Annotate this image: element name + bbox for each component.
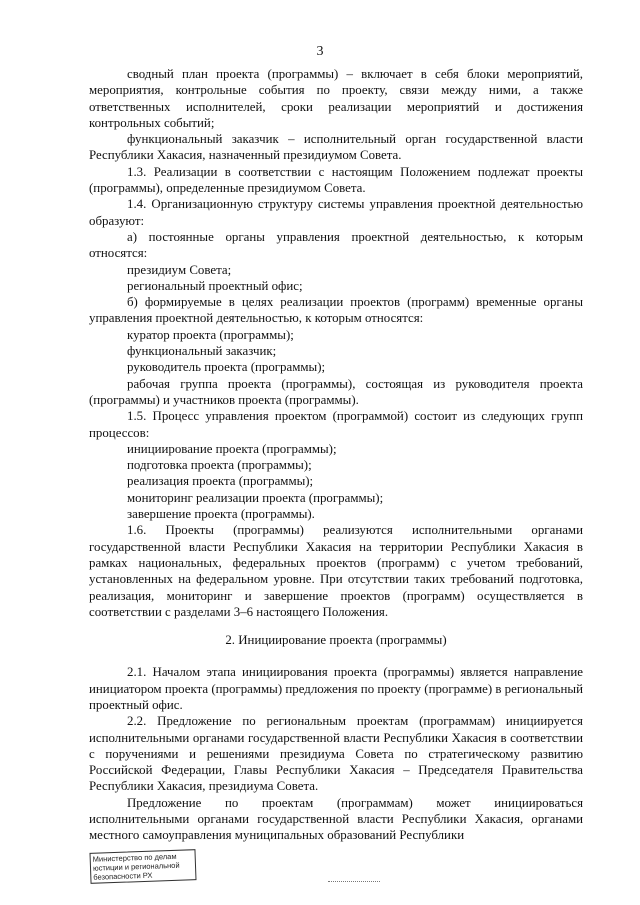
- paragraph: а) постоянные органы управления проектной деятельностью, к которым относятся:: [89, 229, 583, 261]
- list-item: реализация проекта (программы);: [127, 474, 314, 489]
- signature-mark: [328, 881, 380, 882]
- page-number: 3: [316, 44, 324, 59]
- document-body: [89, 66, 583, 844]
- paragraph: 2.2. Предложение по региональным проектам (программам) инициируется исполнительными органами государственной власти Республики Хакасия в соответствии с поручениями и решениями президиума Совета по стратегическому развитию Российской Федерации, Главы Республики Хакасия – Председателя Правительства Республики Хакасия, президиума Совета.: [89, 714, 583, 794]
- stamp-line: безопасности РХ: [93, 870, 153, 882]
- paragraph: 2.1. Началом этапа инициирования проекта (программы) является направление инициатором проекта (программы) предложения по проекту (программе) в региональный проектный офис.: [89, 665, 583, 712]
- paragraph: Предложение по проектам (программам) может инициироваться исполнительными органами государственной власти Республики Хакасия, органами местного самоуправления муниципальных образований Республики: [89, 795, 583, 843]
- paragraph: 1.3. Реализации в соответствии с настоящим Положением подлежат проекты (программы), определенные президиумом Совета.: [89, 164, 583, 196]
- paragraph: сводный план проекта (программы) – включает в себя блоки мероприятий, мероприятия, контрольные события по проекту, связи между ними, а также ответственных исполнителей, сроки реализации мероприятий и достижения контрольных событий;: [89, 67, 583, 130]
- list-item: руководитель проекта (программы);: [127, 360, 326, 375]
- paragraph: 1.5. Процесс управления проектом (программой) состоит из следующих групп процессов:: [89, 409, 583, 440]
- paragraph: 1.6. Проекты (программы) реализуются исполнительными органами государственной власти Республики Хакасия на территории Республики Хакасия в рамках национальных, федеральных проектов (программ) с учетом требований, установленных на федеральном уровне. При отсутствии таких требований подготовка, реализация, мониторинг и завершение проектов (программ) осуществляется в соответствии с разделами 3–6 настоящего Положения.: [89, 523, 583, 619]
- list-item: рабочая группа проекта (программы), состоящая из руководителя проекта (программы) и участников проекта (программы).: [89, 376, 583, 407]
- section-heading: 2. Инициирование проекта (программы): [225, 633, 447, 648]
- paragraph: функциональный заказчик – исполнительный орган государственной власти Республики Хакасия, назначенный президиумом Совета.: [89, 132, 583, 163]
- ministry-stamp: [89, 849, 196, 884]
- list-item: президиум Совета;: [127, 262, 232, 277]
- list-item: куратор проекта (программы);: [127, 327, 294, 342]
- list-item: региональный проектный офис;: [127, 278, 303, 293]
- list-item: инициирование проекта (программы);: [127, 441, 337, 456]
- list-item: функциональный заказчик;: [127, 344, 277, 359]
- paragraph: 1.4. Организационную структуру системы управления проектной деятельностью образуют:: [89, 197, 583, 228]
- stamp-line: юстиции и региональной: [92, 860, 180, 873]
- stamp-line: Министерство по делам: [92, 851, 177, 864]
- list-item: подготовка проекта (программы);: [127, 458, 312, 473]
- paragraph: б) формируемые в целях реализации проектов (программ) временные органы управления проектной деятельностью, к которым относятся:: [89, 295, 583, 326]
- list-item: мониторинг реализации проекта (программы);: [127, 490, 384, 505]
- list-item: завершение проекта (программы).: [127, 507, 315, 522]
